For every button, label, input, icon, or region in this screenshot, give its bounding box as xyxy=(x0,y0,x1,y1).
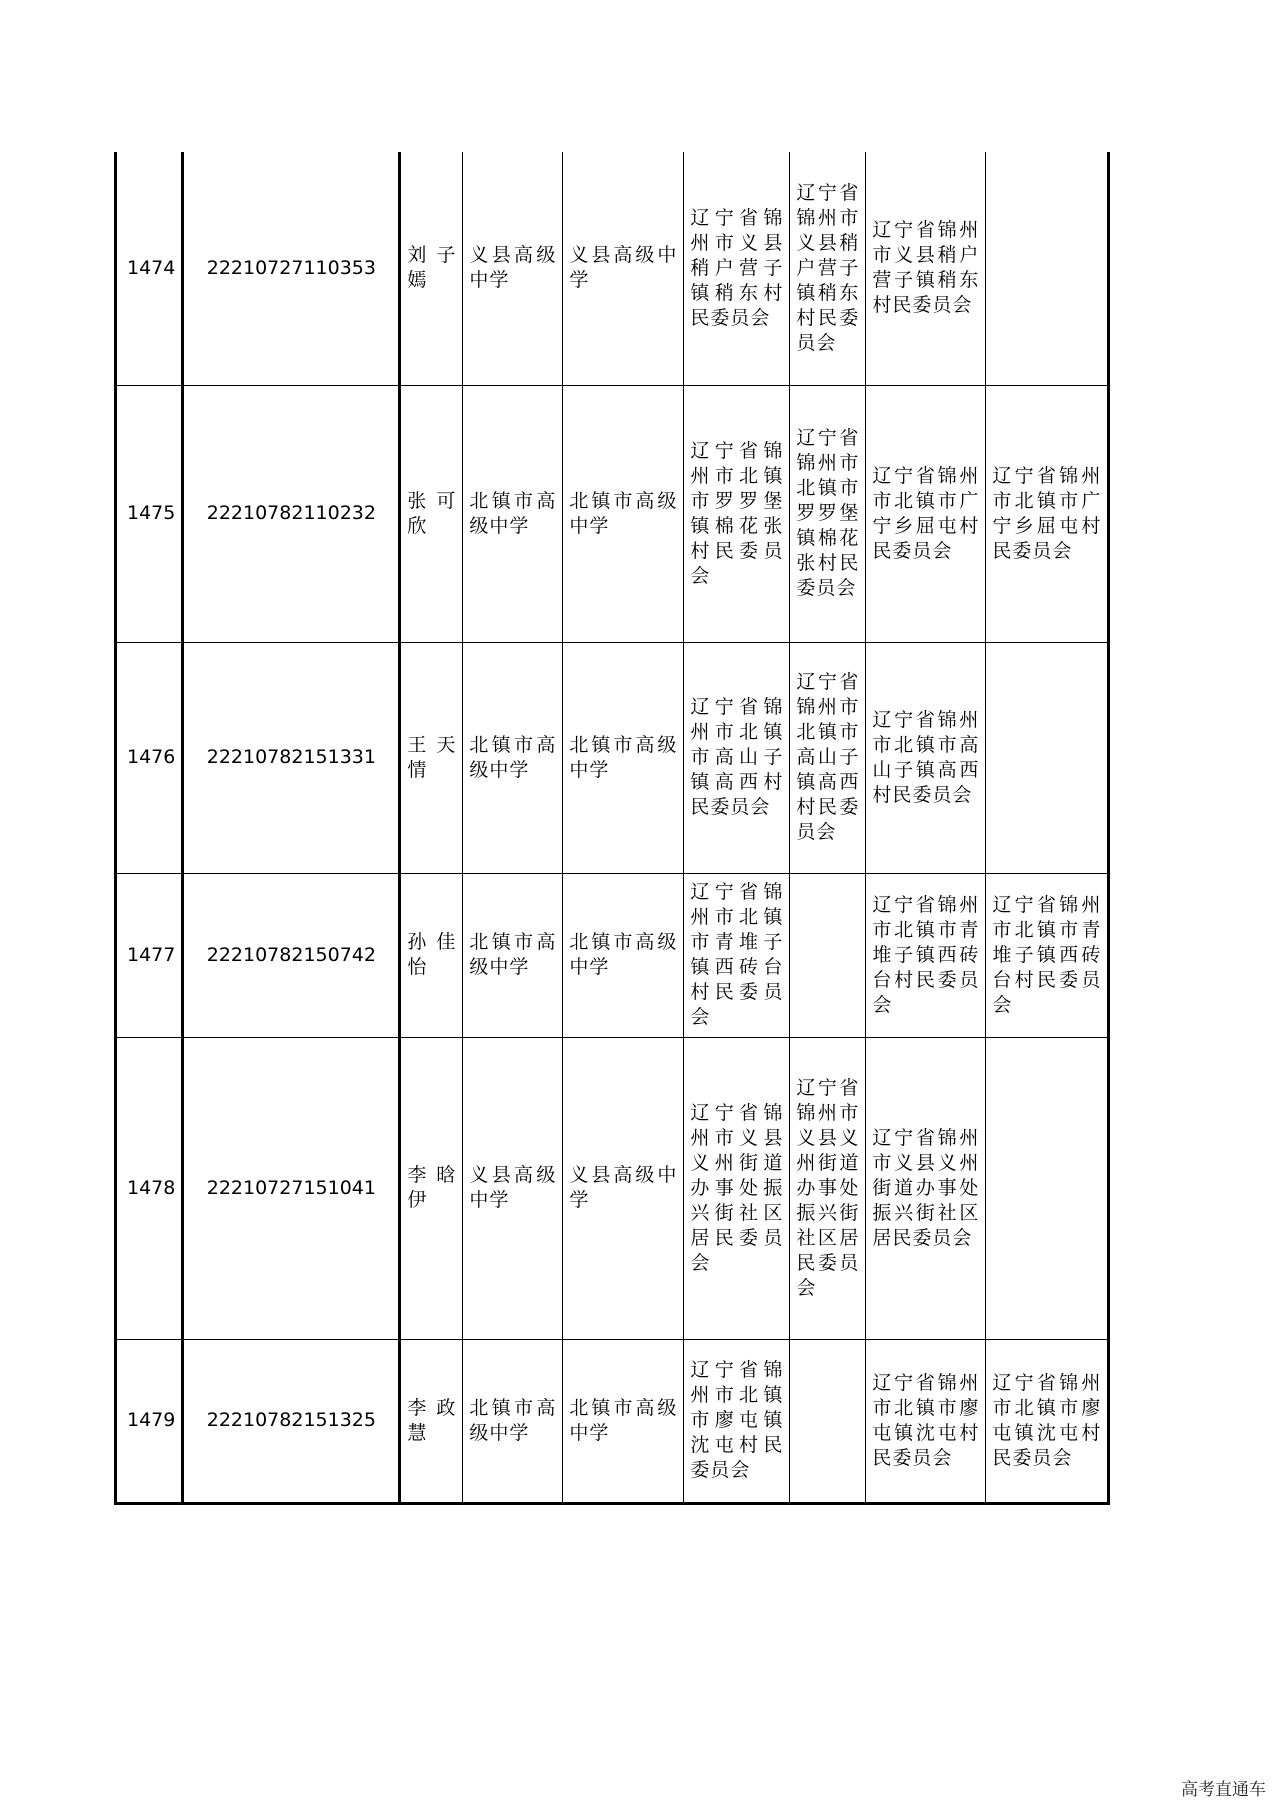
address-4 xyxy=(986,152,1109,385)
address-3: 辽宁省锦州市北镇市高山子镇高西村民委员会 xyxy=(866,642,986,873)
table-row xyxy=(116,873,1109,1037)
school-b: 北镇市高级中学 xyxy=(563,873,684,1037)
school-b: 义县高级中学 xyxy=(563,152,684,385)
address-4: 辽宁省锦州市北镇市青堆子镇西砖台村民委员会 xyxy=(986,873,1109,1037)
school-b: 义县高级中学 xyxy=(563,1037,684,1339)
student-name: 孙佳怡 xyxy=(400,873,463,1037)
address-2 xyxy=(790,1339,866,1503)
student-name: 王天情 xyxy=(400,642,463,873)
address-4: 辽宁省锦州市北镇市廖屯镇沈屯村民委员会 xyxy=(992,1371,1102,1469)
exam-number: 22210782110232 xyxy=(183,385,400,642)
address-3: 辽宁省锦州市北镇市广宁乡屈屯村民委员会 xyxy=(866,385,986,642)
address-1: 辽宁省锦州市北镇市青堆子镇西砖台村民委员会 xyxy=(684,873,790,1037)
school-b: 北镇市高级中学 xyxy=(563,385,684,642)
student-name: 李晗伊 xyxy=(400,1037,463,1339)
roster-table xyxy=(114,152,1110,1505)
exam-number: 22210782151325 xyxy=(183,1339,400,1503)
school-a: 义县高级中学 xyxy=(463,152,563,385)
exam-number: 22210782151331 xyxy=(183,642,400,873)
roster-table-wrap xyxy=(114,152,1110,1505)
address-3: 辽宁省锦州市北镇市青堆子镇西砖台村民委员会 xyxy=(866,873,986,1037)
table-row xyxy=(116,152,1109,385)
address-4: 辽宁省锦州市北镇市广宁乡屈屯村民委员会 xyxy=(986,385,1109,642)
address-2: 辽宁省锦州市义县义州街道办事处振兴街社区居民委员会 xyxy=(790,1037,866,1339)
exam-number: 22210727110353 xyxy=(183,152,400,385)
row-seq: 1474 xyxy=(116,152,183,385)
watermark-text: 高考直通车 xyxy=(1181,1780,1266,1800)
address-2: 辽宁省锦州市北镇市高山子镇高西村民委员会 xyxy=(790,642,866,873)
address-1: 辽宁省锦州市北镇市罗罗堡镇棉花张村民委员会 xyxy=(684,385,790,642)
student-name: 刘子嫣 xyxy=(400,152,463,385)
address-2: 辽宁省锦州市义县稍户营子镇稍东村民委员会 xyxy=(790,152,866,385)
row-seq: 1477 xyxy=(116,873,183,1037)
exam-number: 22210782150742 xyxy=(183,873,400,1037)
school-a: 北镇市高级中学 xyxy=(463,1339,563,1503)
school-a: 北镇市高级中学 xyxy=(463,873,563,1037)
address-3: 辽宁省锦州市义县义州街道办事处振兴街社区居民委员会 xyxy=(866,1037,986,1339)
address-1: 辽宁省锦州市北镇市高山子镇高西村民委员会 xyxy=(684,642,790,873)
school-b: 北镇市高级中学 xyxy=(563,642,684,873)
table-row xyxy=(116,1339,1109,1503)
table-row xyxy=(116,385,1109,642)
table-row xyxy=(116,642,1109,873)
student-name: 李政慧 xyxy=(400,1339,463,1503)
address-3: 辽宁省锦州市北镇市廖屯镇沈屯村民委员会 xyxy=(866,1339,986,1503)
address-2: 辽宁省锦州市北镇市罗罗堡镇棉花张村民委员会 xyxy=(790,385,866,642)
school-a: 义县高级中学 xyxy=(463,1037,563,1339)
row-seq: 1475 xyxy=(116,385,183,642)
row-seq: 1478 xyxy=(116,1037,183,1339)
address-1: 辽宁省锦州市义县义州街道办事处振兴街社区居民委员会 xyxy=(684,1037,790,1339)
row-seq: 1476 xyxy=(116,642,183,873)
exam-number: 22210727151041 xyxy=(183,1037,400,1339)
student-name: 张可欣 xyxy=(400,385,463,642)
school-b: 北镇市高级中学 xyxy=(563,1339,684,1503)
address-3: 辽宁省锦州市义县稍户营子镇稍东村民委员会 xyxy=(866,152,986,385)
address-4 xyxy=(986,642,1109,873)
address-4 xyxy=(986,1037,1109,1339)
address-2 xyxy=(790,873,866,1037)
address-1: 辽宁省锦州市义县稍户营子镇稍东村民委员会 xyxy=(684,152,790,385)
row-seq: 1479 xyxy=(116,1339,183,1503)
table-row xyxy=(116,1037,1109,1339)
address-1: 辽宁省锦州市北镇市廖屯镇沈屯村民委员会 xyxy=(684,1339,790,1503)
school-a: 北镇市高级中学 xyxy=(463,385,563,642)
school-a: 北镇市高级中学 xyxy=(463,642,563,873)
